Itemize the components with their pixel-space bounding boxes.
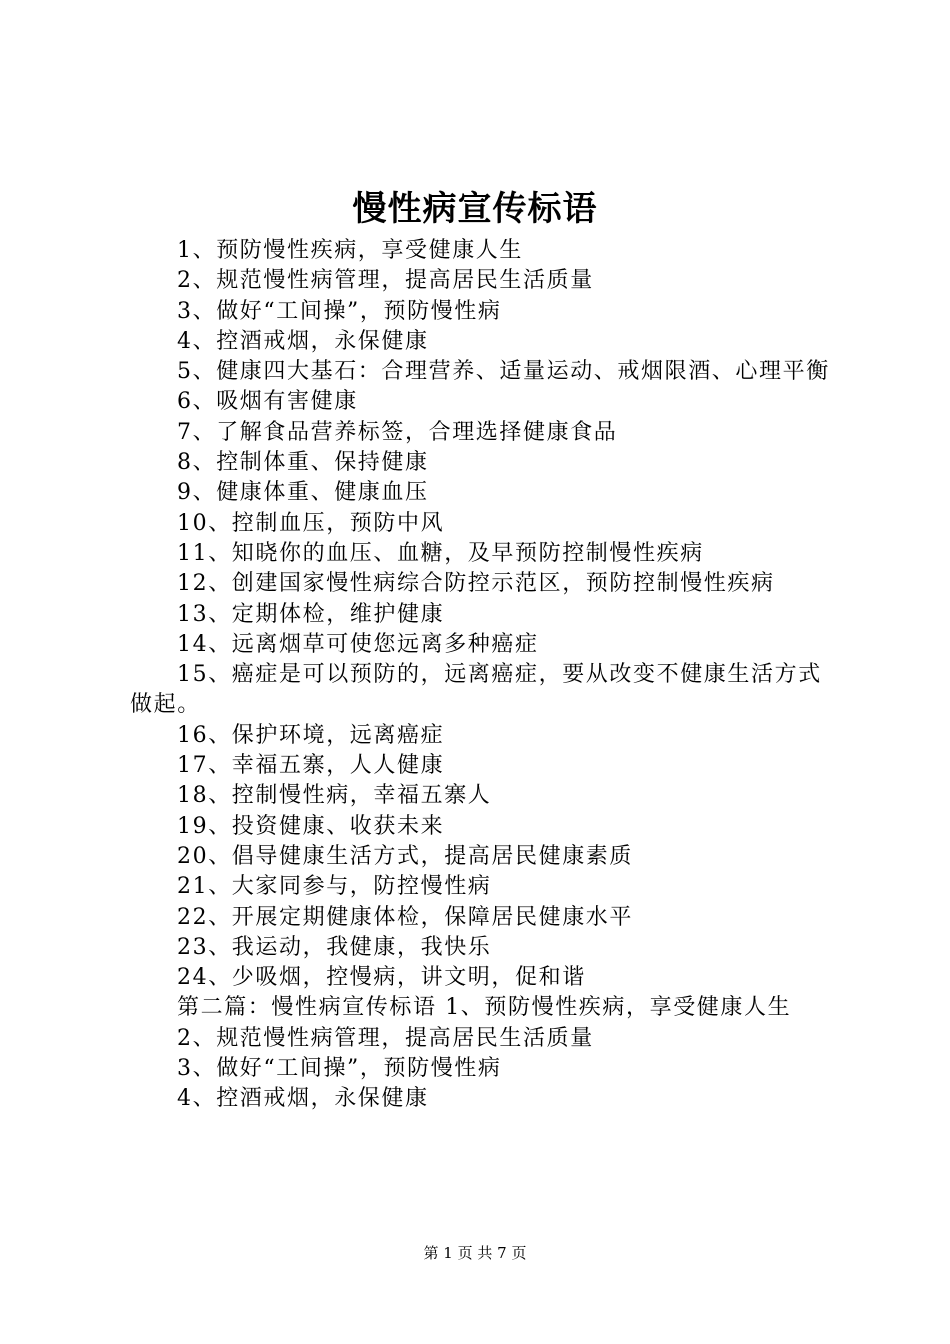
paragraph: 16、保护环境，远离癌症 — [177, 722, 445, 748]
document-body — [130, 236, 830, 1115]
page-footer: 第 1 页 共 7 页 — [423, 1244, 527, 1262]
paragraph: 20、倡导健康生活方式，提高居民健康素质 — [177, 843, 633, 869]
paragraph: 4、控酒戒烟，永保健康 — [177, 1086, 429, 1112]
paragraph: 6、吸烟有害健康 — [177, 389, 358, 415]
paragraph: 8、控制体重、保持健康 — [177, 450, 429, 476]
paragraph: 21、大家同参与，防控慢性病 — [177, 874, 492, 900]
paragraph: 10、控制血压，预防中风 — [177, 510, 445, 536]
paragraph: 11、知晓你的血压、血糖，及早预防控制慢性疾病 — [177, 540, 704, 566]
paragraph: 24、少吸烟，控慢病，讲文明，促和谐 — [177, 965, 586, 991]
paragraph: 5、健康四大基石：合理营养、适量运动、戒烟限酒、心理平衡 — [177, 359, 830, 385]
paragraph: 19、投资健康、收获未来 — [177, 813, 445, 839]
paragraph: 23、我运动，我健康，我快乐 — [177, 934, 492, 960]
paragraph: 4、控酒戒烟，永保健康 — [177, 328, 429, 354]
paragraph: 17、幸福五寨，人人健康 — [177, 753, 445, 779]
paragraph: 14、远离烟草可使您远离多种癌症 — [177, 631, 539, 657]
paragraph: 18、控制慢性病，幸福五寨人 — [177, 783, 492, 809]
paragraph: 12、创建国家慢性病综合防控示范区，预防控制慢性疾病 — [177, 571, 775, 597]
paragraph: 1、预防慢性疾病，享受健康人生 — [177, 238, 523, 263]
paragraph: 3、做好“工间操”，预防慢性病 — [177, 1056, 502, 1082]
paragraph: 2、规范慢性病管理，提高居民生活质量 — [177, 268, 594, 294]
paragraph: 9、健康体重、健康血压 — [177, 480, 429, 506]
paragraph: 3、做好“工间操”，预防慢性病 — [177, 298, 502, 324]
paragraph: 7、了解食品营养标签，合理选择健康食品 — [177, 419, 618, 445]
paragraph: 13、定期体检，维护健康 — [177, 601, 445, 627]
document-title: 慢性病宣传标语 — [352, 189, 598, 229]
paragraph: 第二篇：慢性病宣传标语 1、预防慢性疾病，享受健康人生 — [177, 995, 792, 1021]
paragraph: 15、癌症是可以预防的，远离癌症，要从改变不健康生活方式做起。 — [130, 662, 822, 718]
paragraph: 22、开展定期健康体检，保障居民健康水平 — [177, 904, 633, 930]
paragraph: 2、规范慢性病管理，提高居民生活质量 — [177, 1025, 594, 1051]
